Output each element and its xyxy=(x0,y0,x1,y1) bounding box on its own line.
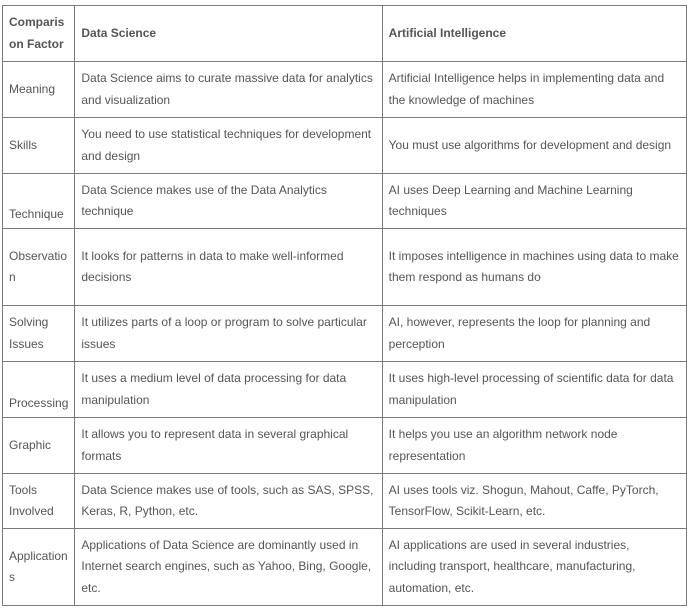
data-science-cell: It allows you to represent data in several graphical formats xyxy=(75,418,382,474)
factor-cell: Applications xyxy=(3,529,75,606)
factor-cell: Tools Involved xyxy=(3,474,75,529)
table-row xyxy=(3,118,687,174)
table-row xyxy=(3,306,687,362)
ai-cell: You must use algorithms for development and design xyxy=(382,118,686,174)
table-row xyxy=(3,62,687,118)
table-row xyxy=(3,418,687,474)
factor-cell: Graphic xyxy=(3,418,75,474)
table-row xyxy=(3,229,687,306)
data-science-cell: Applications of Data Science are dominantly used in Internet search engines, such as Yahoo, Bing, Google, etc. xyxy=(75,529,382,606)
ai-cell: AI uses tools viz. Shogun, Mahout, Caffe, PyTorch, TensorFlow, Scikit-Learn, etc. xyxy=(382,474,686,529)
ai-cell: AI applications are used in several industries, including transport, healthcare, manufacturing, automation, etc. xyxy=(382,529,686,606)
comparison-table xyxy=(2,5,687,606)
factor-cell: Technique xyxy=(3,174,75,229)
factor-cell: Processing xyxy=(3,362,75,418)
data-science-cell: It uses a medium level of data processing for data manipulation xyxy=(75,362,382,418)
header-artificial-intelligence: Artificial Intelligence xyxy=(382,6,686,62)
ai-cell: AI, however, represents the loop for planning and perception xyxy=(382,306,686,362)
data-science-cell: It looks for patterns in data to make well-informed decisions xyxy=(75,229,382,306)
table-row xyxy=(3,529,687,606)
factor-cell: Skills xyxy=(3,118,75,174)
table-row xyxy=(3,474,687,529)
header-row xyxy=(3,6,687,62)
ai-cell: It imposes intelligence in machines using data to make them respond as humans do xyxy=(382,229,686,306)
header-comparison-factor: Comparison Factor xyxy=(3,6,75,62)
ai-cell: AI uses Deep Learning and Machine Learning techniques xyxy=(382,174,686,229)
factor-cell: Observation xyxy=(3,229,75,306)
table-row xyxy=(3,174,687,229)
data-science-cell: Data Science makes use of tools, such as SAS, SPSS, Keras, R, Python, etc. xyxy=(75,474,382,529)
ai-cell: Artificial Intelligence helps in implementing data and the knowledge of machines xyxy=(382,62,686,118)
data-science-cell: It utilizes parts of a loop or program to solve particular issues xyxy=(75,306,382,362)
factor-cell: Solving Issues xyxy=(3,306,75,362)
data-science-cell: You need to use statistical techniques for development and design xyxy=(75,118,382,174)
ai-cell: It uses high-level processing of scientific data for data manipulation xyxy=(382,362,686,418)
table-row xyxy=(3,362,687,418)
header-data-science: Data Science xyxy=(75,6,382,62)
data-science-cell: Data Science aims to curate massive data for analytics and visualization xyxy=(75,62,382,118)
ai-cell: It helps you use an algorithm network node representation xyxy=(382,418,686,474)
data-science-cell: Data Science makes use of the Data Analytics technique xyxy=(75,174,382,229)
factor-cell: Meaning xyxy=(3,62,75,118)
